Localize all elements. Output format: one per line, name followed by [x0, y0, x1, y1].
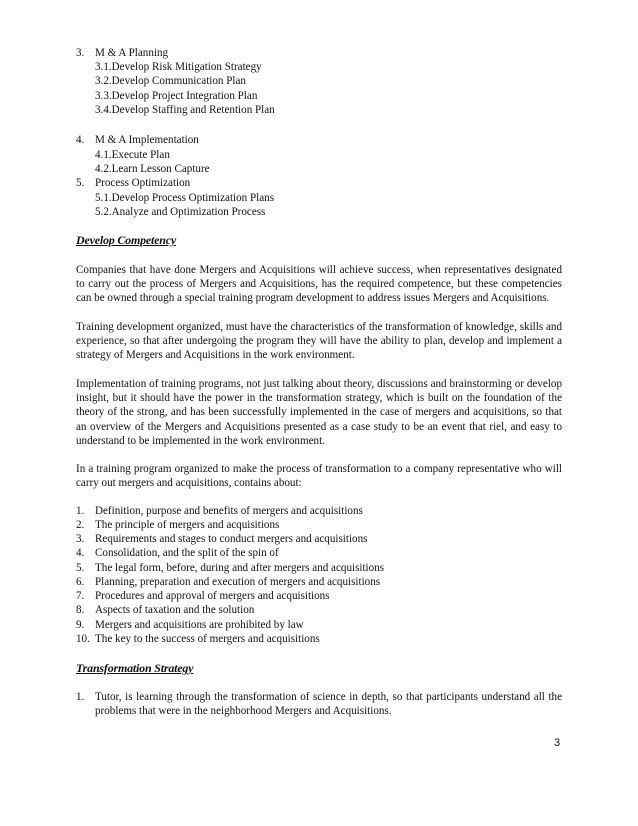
outline-subitem: 3.4.Develop Staffing and Retention Plan: [95, 104, 275, 116]
list-number: 9.: [76, 619, 85, 631]
list-item: Consolidation, and the split of the spin of: [95, 547, 279, 559]
list-number: 3.: [76, 533, 85, 545]
outline-subitem: 3.1.Develop Risk Mitigation Strategy: [95, 61, 262, 73]
section-heading: Develop Competency: [76, 233, 177, 247]
list-item: The key to the success of mergers and acquisitions: [95, 633, 320, 645]
outline-label: M & A Implementation: [95, 134, 199, 146]
outline-number: 5.: [76, 177, 85, 189]
list-item: The principle of mergers and acquisitions: [95, 519, 280, 531]
list-number: 10.: [76, 633, 90, 645]
outline-label: Process Optimization: [95, 177, 191, 189]
list-item: Procedures and approval of mergers and acquisitions: [95, 590, 330, 602]
outline-label: M & A Planning: [95, 47, 169, 59]
list-number: 6.: [76, 576, 85, 588]
paragraph: Implementation of training programs, not just talking about theory, discussions and brainstorming or develop insight, but it should have the power in the transformation strategy, which is built on the foundation of the theory of the strong, and has been successfully implemented in the case of mergers and acquisitions, so that an overview of the Mergers and Acquisitions presented as a case study to be an event that riel, and easy to understand to be implemented in the work environment.: [76, 378, 562, 447]
outline-subitem: 5.2.Analyze and Optimization Process: [95, 206, 266, 218]
list-number: 1.: [76, 505, 85, 517]
list-number: 7.: [76, 590, 85, 602]
paragraph: Companies that have done Mergers and Acquisitions will achieve success, when representatives designated to carry out the process of Mergers and Acquisitions, has the required competence, but these competencies can be owned through a special training program development to address issues Mergers and Acquisitions.: [76, 264, 562, 305]
list-item: Aspects of taxation and the solution: [95, 604, 255, 616]
list-number: 2.: [76, 519, 85, 531]
paragraph: Training development organized, must have the characteristics of the transformation of knowledge, skills and experience, so that after undergoing the program they will have the ability to plan, develop and implement a strategy of Mergers and Acquisitions in the work environment.: [76, 321, 562, 362]
outline-subitem: 3.2.Develop Communication Plan: [95, 75, 246, 87]
outline-subitem: 5.1.Develop Process Optimization Plans: [95, 192, 275, 204]
list-number: 1.: [76, 691, 85, 703]
outline-number: 4.: [76, 134, 85, 146]
outline-subitem: 4.1.Execute Plan: [95, 149, 170, 161]
list-item: Mergers and acquisitions are prohibited by law: [95, 619, 304, 631]
list-item: Definition, purpose and benefits of mergers and acquisitions: [95, 505, 363, 517]
list-item: Planning, preparation and execution of mergers and acquisitions: [95, 576, 381, 588]
section-heading: Transformation Strategy: [76, 661, 194, 675]
paragraph: In a training program organized to make the process of transformation to a company representative who will carry out mergers and acquisitions, contains about:: [76, 463, 562, 490]
outline-subitem: 4.2.Learn Lesson Capture: [95, 163, 210, 175]
list-number: 5.: [76, 562, 85, 574]
page-number: 3: [554, 737, 561, 749]
list-number: 4.: [76, 547, 85, 559]
outline-subitem: 3.3.Develop Project Integration Plan: [95, 90, 258, 102]
list-item: Tutor, is learning through the transformation of science in depth, so that participants understand all the problems that were in the neighborhood Mergers and Acquisitions.: [95, 691, 562, 718]
list-item: The legal form, before, during and after mergers and acquisitions: [95, 562, 385, 574]
list-item: Requirements and stages to conduct mergers and acquisitions: [95, 533, 368, 545]
list-number: 8.: [76, 604, 85, 616]
outline-number: 3.: [76, 47, 85, 59]
